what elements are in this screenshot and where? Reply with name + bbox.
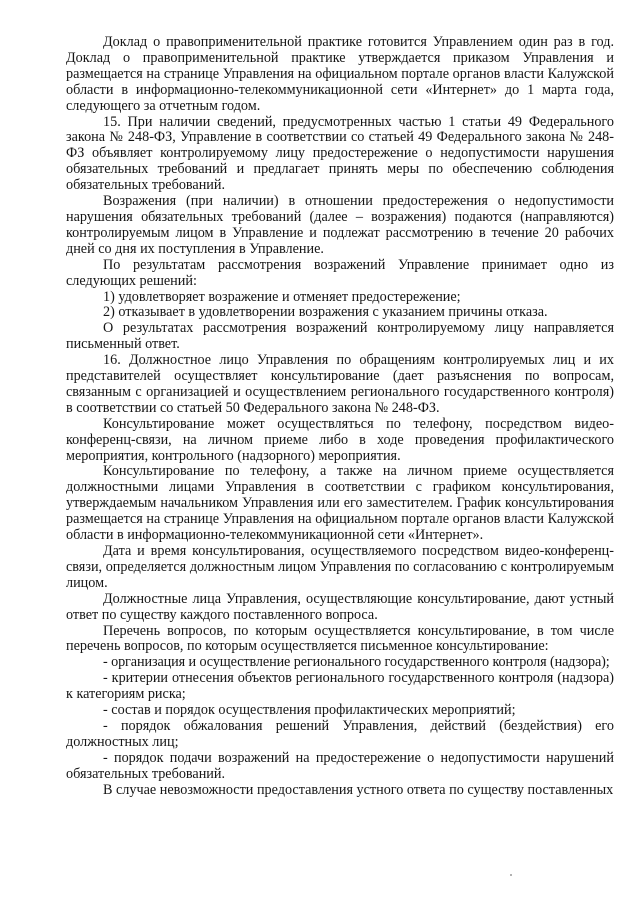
list-item-question-3: - состав и порядок осуществления профилактических мероприятий; bbox=[103, 702, 516, 719]
paragraph-question-list-intro: Перечень вопросов, по которым осуществляется консультирование, в том числе перечень вопросов, по которым осуществляется письменное консультирование: bbox=[66, 622, 614, 655]
paragraph-written-response: О результатах рассмотрения возражений контролируемому лицу направляется письменный ответ. bbox=[66, 320, 614, 353]
paragraph-annual-report: Доклад о правоприменительной практике готовится Управлением один раз в год. Доклад о правоприменительной практике утверждается приказом Управления и размещается на странице Управления на официальном портале органов власти Калужской области в информационно-телекоммуникационной сети «Интернет» до 1 марта года, следующего за отчетным годом. bbox=[66, 34, 614, 114]
document-page bbox=[66, 35, 614, 799]
list-item-question-1: - организация и осуществление регионального государственного контроля (надзора); bbox=[103, 654, 610, 671]
list-item-question-2: - критерии отнесения объектов регионального государственного контроля (надзора) к категориям риска; bbox=[66, 670, 614, 703]
paragraph-video-consulting: Дата и время консультирования, осуществляемого посредством видео-конференц-связи, определяется должностным лицом Управления по согласованию с контролируемым лицом. bbox=[66, 543, 614, 591]
scan-speck bbox=[510, 874, 512, 876]
paragraph-15-warning: 15. При наличии сведений, предусмотренных частью 1 статьи 49 Федерального закона № 248-ФЗ, Управление в соответствии со статьей 49 Федерального закона № 248-ФЗ объявляет контролируемому лицу предостережение о недопустимости нарушения обязательных требований и предлагает принять меры по обеспечению соблюдения обязательных требований. bbox=[66, 113, 614, 194]
list-item-decision-1: 1) удовлетворяет возражение и отменяет предостережение; bbox=[103, 288, 461, 305]
paragraph-16-consulting: 16. Должностное лицо Управления по обращениям контролируемых лиц и их представителей осуществляет консультирование (дает разъяснения по вопросам, связанным с организацией и осуществлением регионального государственного контроля) в соответствии со статьей 50 Федерального закона № 248-ФЗ. bbox=[66, 352, 614, 416]
list-item-question-5: - порядок подачи возражений на предостережение о недопустимости нарушений обязательных требований. bbox=[66, 749, 614, 782]
list-item-question-4: - порядок обжалования решений Управления, действий (бездействия) его должностных лиц; bbox=[66, 717, 614, 750]
list-item-decision-2: 2) отказывает в удовлетворении возражения с указанием причины отказа. bbox=[103, 304, 548, 321]
paragraph-objection-decisions: По результатам рассмотрения возражений Управление принимает одно из следующих решений: bbox=[66, 256, 614, 289]
paragraph-oral-answer: Должностные лица Управления, осуществляющие консультирование, дают устный ответ по существу каждого поставленного вопроса. bbox=[66, 590, 614, 623]
paragraph-consulting-schedule: Консультирование по телефону, а также на личном приеме осуществляется должностными лицами Управления в соответствии с графиком консультирования, утверждаемым начальником Управления или его заместителем. График консультирования размещается на странице Управления на официальном портале органов власти Калужской области в информационно-телекоммуникационной сети «Интернет». bbox=[66, 463, 614, 544]
paragraph-objections: Возражения (при наличии) в отношении предостережения о недопустимости нарушения обязательных требований (далее – возражения) подаются (направляются) контролируемым лицом в Управление и подлежат рассмотрению в течение 20 рабочих дней со дня их поступления в Управление. bbox=[66, 193, 614, 257]
paragraph-consulting-methods: Консультирование может осуществляться по телефону, посредством видео-конференц-связи, на личном приеме либо в ходе проведения профилактического мероприятия, контрольного (надзорного) мероприятия. bbox=[66, 415, 614, 464]
paragraph-no-oral-answer: В случае невозможности предоставления устного ответа по существу поставленных bbox=[103, 781, 614, 798]
